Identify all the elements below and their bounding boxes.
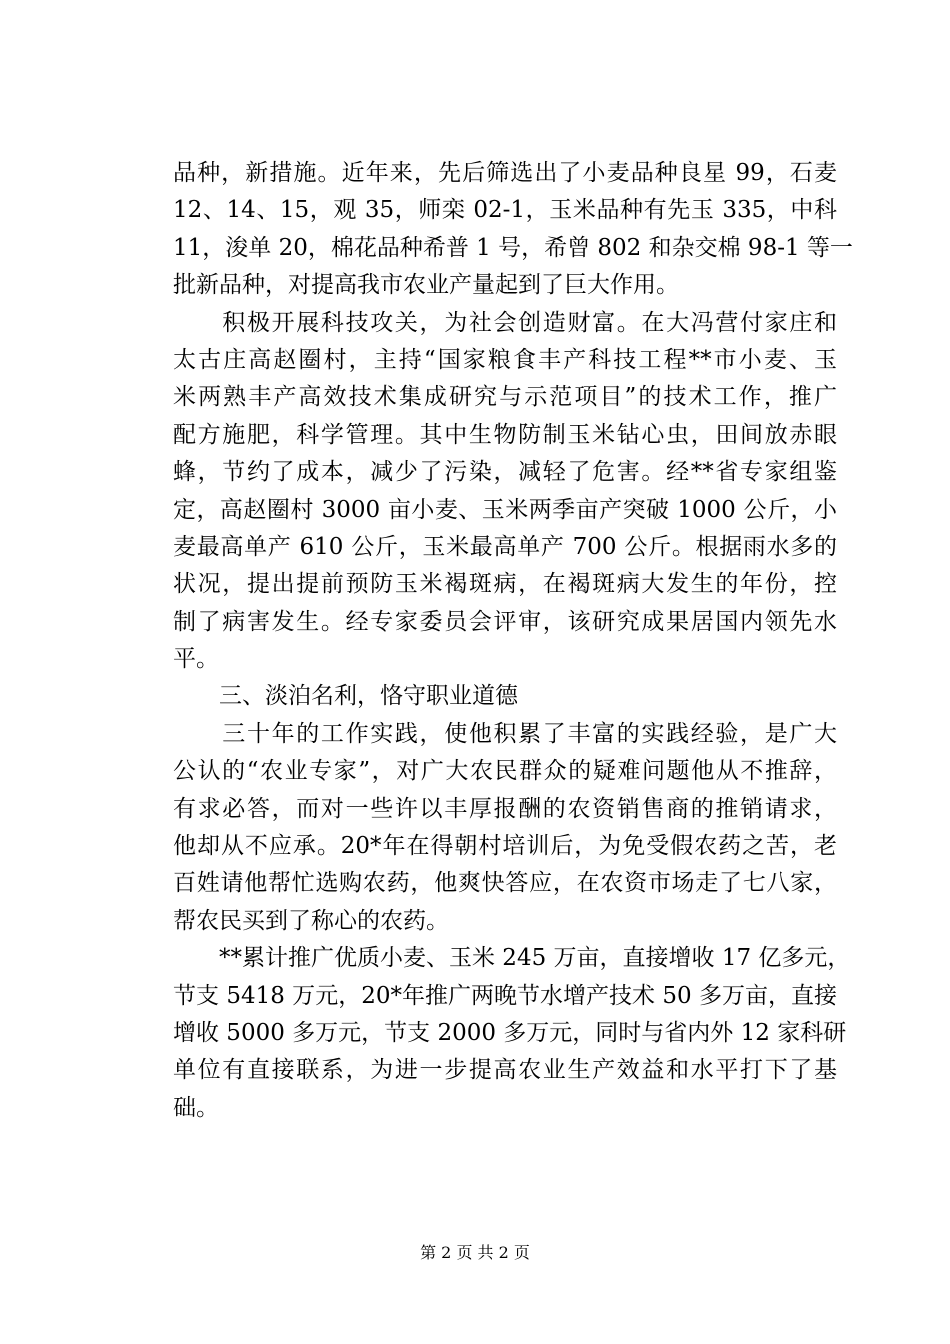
text-line: 11，浚单 20，棉花品种希普 1 号，希曾 802 和杂交棉 98-1 等一 bbox=[173, 234, 853, 261]
text-line: 蜂，节约了成本，减少了污染，减轻了危害。经**省专家组鉴 bbox=[173, 459, 837, 486]
text-line: 他却从不应承。20*年在得朝村培训后，为免受假农药之苦，老 bbox=[173, 833, 837, 860]
text-line: 配方施肥，科学管理。其中生物防制玉米钻心虫，田间放赤眼 bbox=[173, 421, 837, 448]
text-line: 积极开展科技攻关，为社会创造财富。在大冯营付家庄和 bbox=[173, 309, 837, 336]
section-heading bbox=[173, 678, 837, 715]
paragraph bbox=[173, 716, 837, 940]
paragraph bbox=[173, 305, 837, 679]
text-line: 定，高赵圈村 3000 亩小麦、玉米两季亩产突破 1000 公斤，小 bbox=[173, 496, 837, 523]
text-line: 三、淡泊名利，恪守职业道德 bbox=[173, 683, 518, 710]
paragraph bbox=[173, 155, 853, 305]
text-line: 批新品种，对提高我市农业产量起到了巨大作用。 bbox=[173, 272, 679, 299]
text-line: 单位有直接联系，为进一步提高农业生产效益和水平打下了基 bbox=[173, 1057, 837, 1084]
text-line: 增收 5000 多万元，节支 2000 多万元，同时与省内外 12 家科研 bbox=[173, 1019, 847, 1046]
text-line: 太古庄高赵圈村，主持“国家粮食丰产科技工程**市小麦、玉 bbox=[173, 346, 837, 373]
document-body bbox=[173, 155, 853, 1127]
text-line: 麦最高单产 610 公斤，玉米最高单产 700 公斤。根据雨水多的 bbox=[173, 533, 837, 560]
text-line: 平。 bbox=[173, 646, 219, 673]
text-line: 础。 bbox=[173, 1094, 219, 1121]
text-line: 百姓请他帮忙选购农药，他爽快答应，在农资市场走了七八家， bbox=[173, 870, 837, 897]
text-line: 品种，新措施。近年来，先后筛选出了小麦品种良星 99，石麦 bbox=[173, 160, 837, 186]
text-line: 公认的“农业专家”，对广大农民群众的疑难问题他从不推辞， bbox=[173, 758, 837, 785]
page-footer: 第 2 页 共 2 页 bbox=[420, 1243, 530, 1262]
text-line: 米两熟丰产高效技术集成研究与示范项目”的技术工作，推广 bbox=[173, 384, 837, 411]
text-line: 节支 5418 万元，20*年推广两晚节水增产技术 50 多万亩，直接 bbox=[173, 982, 837, 1009]
paragraph bbox=[173, 940, 851, 1127]
text-line: **累计推广优质小麦、玉米 245 万亩，直接增收 17 亿多元， bbox=[173, 945, 851, 972]
text-line: 三十年的工作实践，使他积累了丰富的实践经验，是广大 bbox=[173, 720, 837, 747]
text-line: 有求必答，而对一些许以丰厚报酬的农资销售商的推销请求， bbox=[173, 795, 837, 822]
text-line: 状况，提出提前预防玉米褐斑病，在褐斑病大发生的年份，控 bbox=[173, 571, 837, 598]
text-line: 12、14、15，观 35，师栾 02-1，玉米品种有先玉 335，中科 bbox=[173, 197, 837, 224]
text-line: 制了病害发生。经专家委员会评审，该研究成果居国内领先水 bbox=[173, 608, 837, 635]
text-line: 帮农民买到了称心的农药。 bbox=[173, 907, 449, 934]
